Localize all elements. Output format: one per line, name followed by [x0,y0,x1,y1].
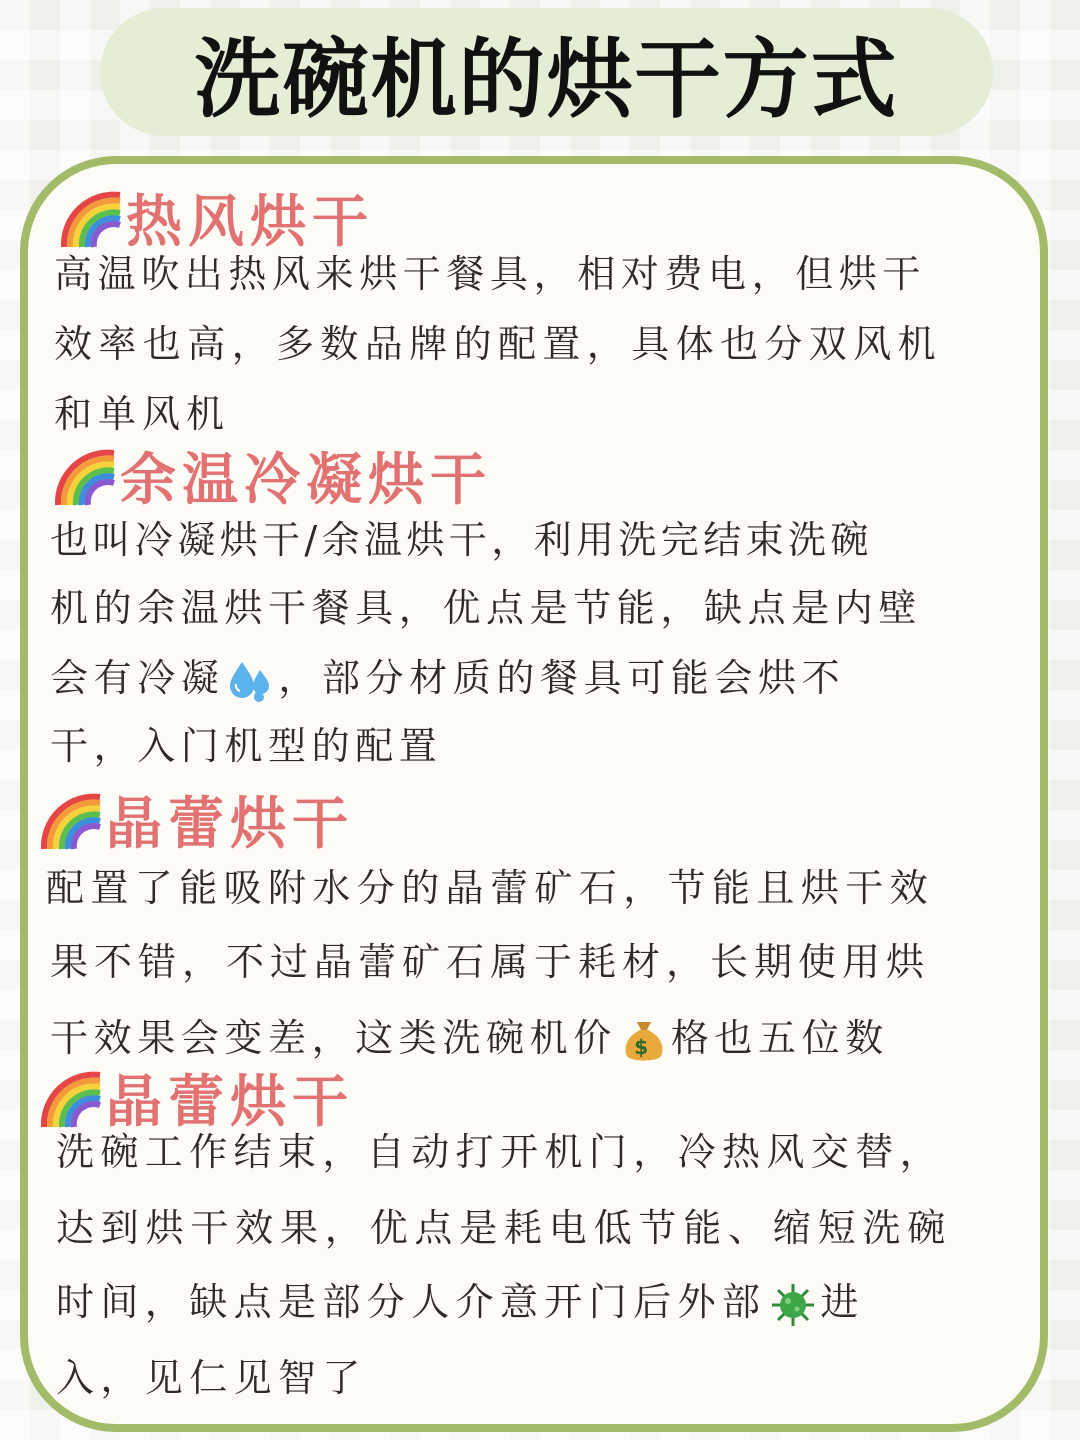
body-line: 也叫冷凝烘干/余温烘干，利用洗完结束洗碗 [50,518,873,562]
rainbow-icon [38,789,104,851]
section-heading-4 [38,1064,354,1135]
rainbow-icon [52,445,118,507]
body-text-segment: ，部分材质的餐具可能会烘不 [278,656,846,700]
body-line: 干，入门机型的配置 [50,724,443,768]
water-drops-icon [228,658,274,704]
svg-text:$: $ [634,1034,654,1059]
body-line: 果不错，不过晶蕾矿石属于耗材，长期使用烘 [50,940,931,984]
rainbow-icon [38,1067,104,1129]
body-text-segment: 时间，缺点是部分人介意开门后外部 [56,1280,767,1324]
section-title: 晶蕾烘干 [106,1070,354,1135]
body-text-segment: 格也五位数 [670,1016,889,1060]
section-title: 余温冷凝烘干 [120,448,492,513]
body-text-segment: 干效果会变差，这类洗碗机价 [50,1016,617,1060]
body-line: 机的余温烘干餐具，优点是节能，缺点是内壁 [50,586,923,630]
section-heading-3 [38,786,354,857]
body-line-with-icon [50,1014,889,1064]
body-text-segment: 进 [820,1280,865,1324]
body-line: 洗碗工作结束，自动打开机门，冷热风交替， [56,1130,945,1174]
page-title: 洗碗机的烘干方式 [194,30,899,130]
body-line-with-icon [50,654,845,704]
section-heading-2 [52,442,492,513]
body-line: 效率也高，多数品牌的配置，具体也分双风机 [54,322,943,366]
body-line: 配置了能吸附水分的晶蕾矿石，节能且烘干效 [46,866,935,910]
section-title: 热风烘干 [126,190,374,255]
section-title: 晶蕾烘干 [106,792,354,857]
section-heading-1 [58,184,374,255]
money-bag-icon [621,1018,667,1064]
rainbow-icon [58,187,124,249]
body-line: 高温吹出热风来烘干餐具，相对费电，但烘干 [54,252,927,296]
body-line: 和单风机 [54,392,231,436]
body-text-segment: 会有冷凝 [50,656,225,700]
virus-icon [770,1282,816,1328]
body-line: 达到烘干效果，优点是耗电低节能、缩短洗碗 [56,1206,953,1250]
body-line: 入，见仁见智了 [56,1356,367,1400]
body-line-with-icon [56,1278,865,1328]
